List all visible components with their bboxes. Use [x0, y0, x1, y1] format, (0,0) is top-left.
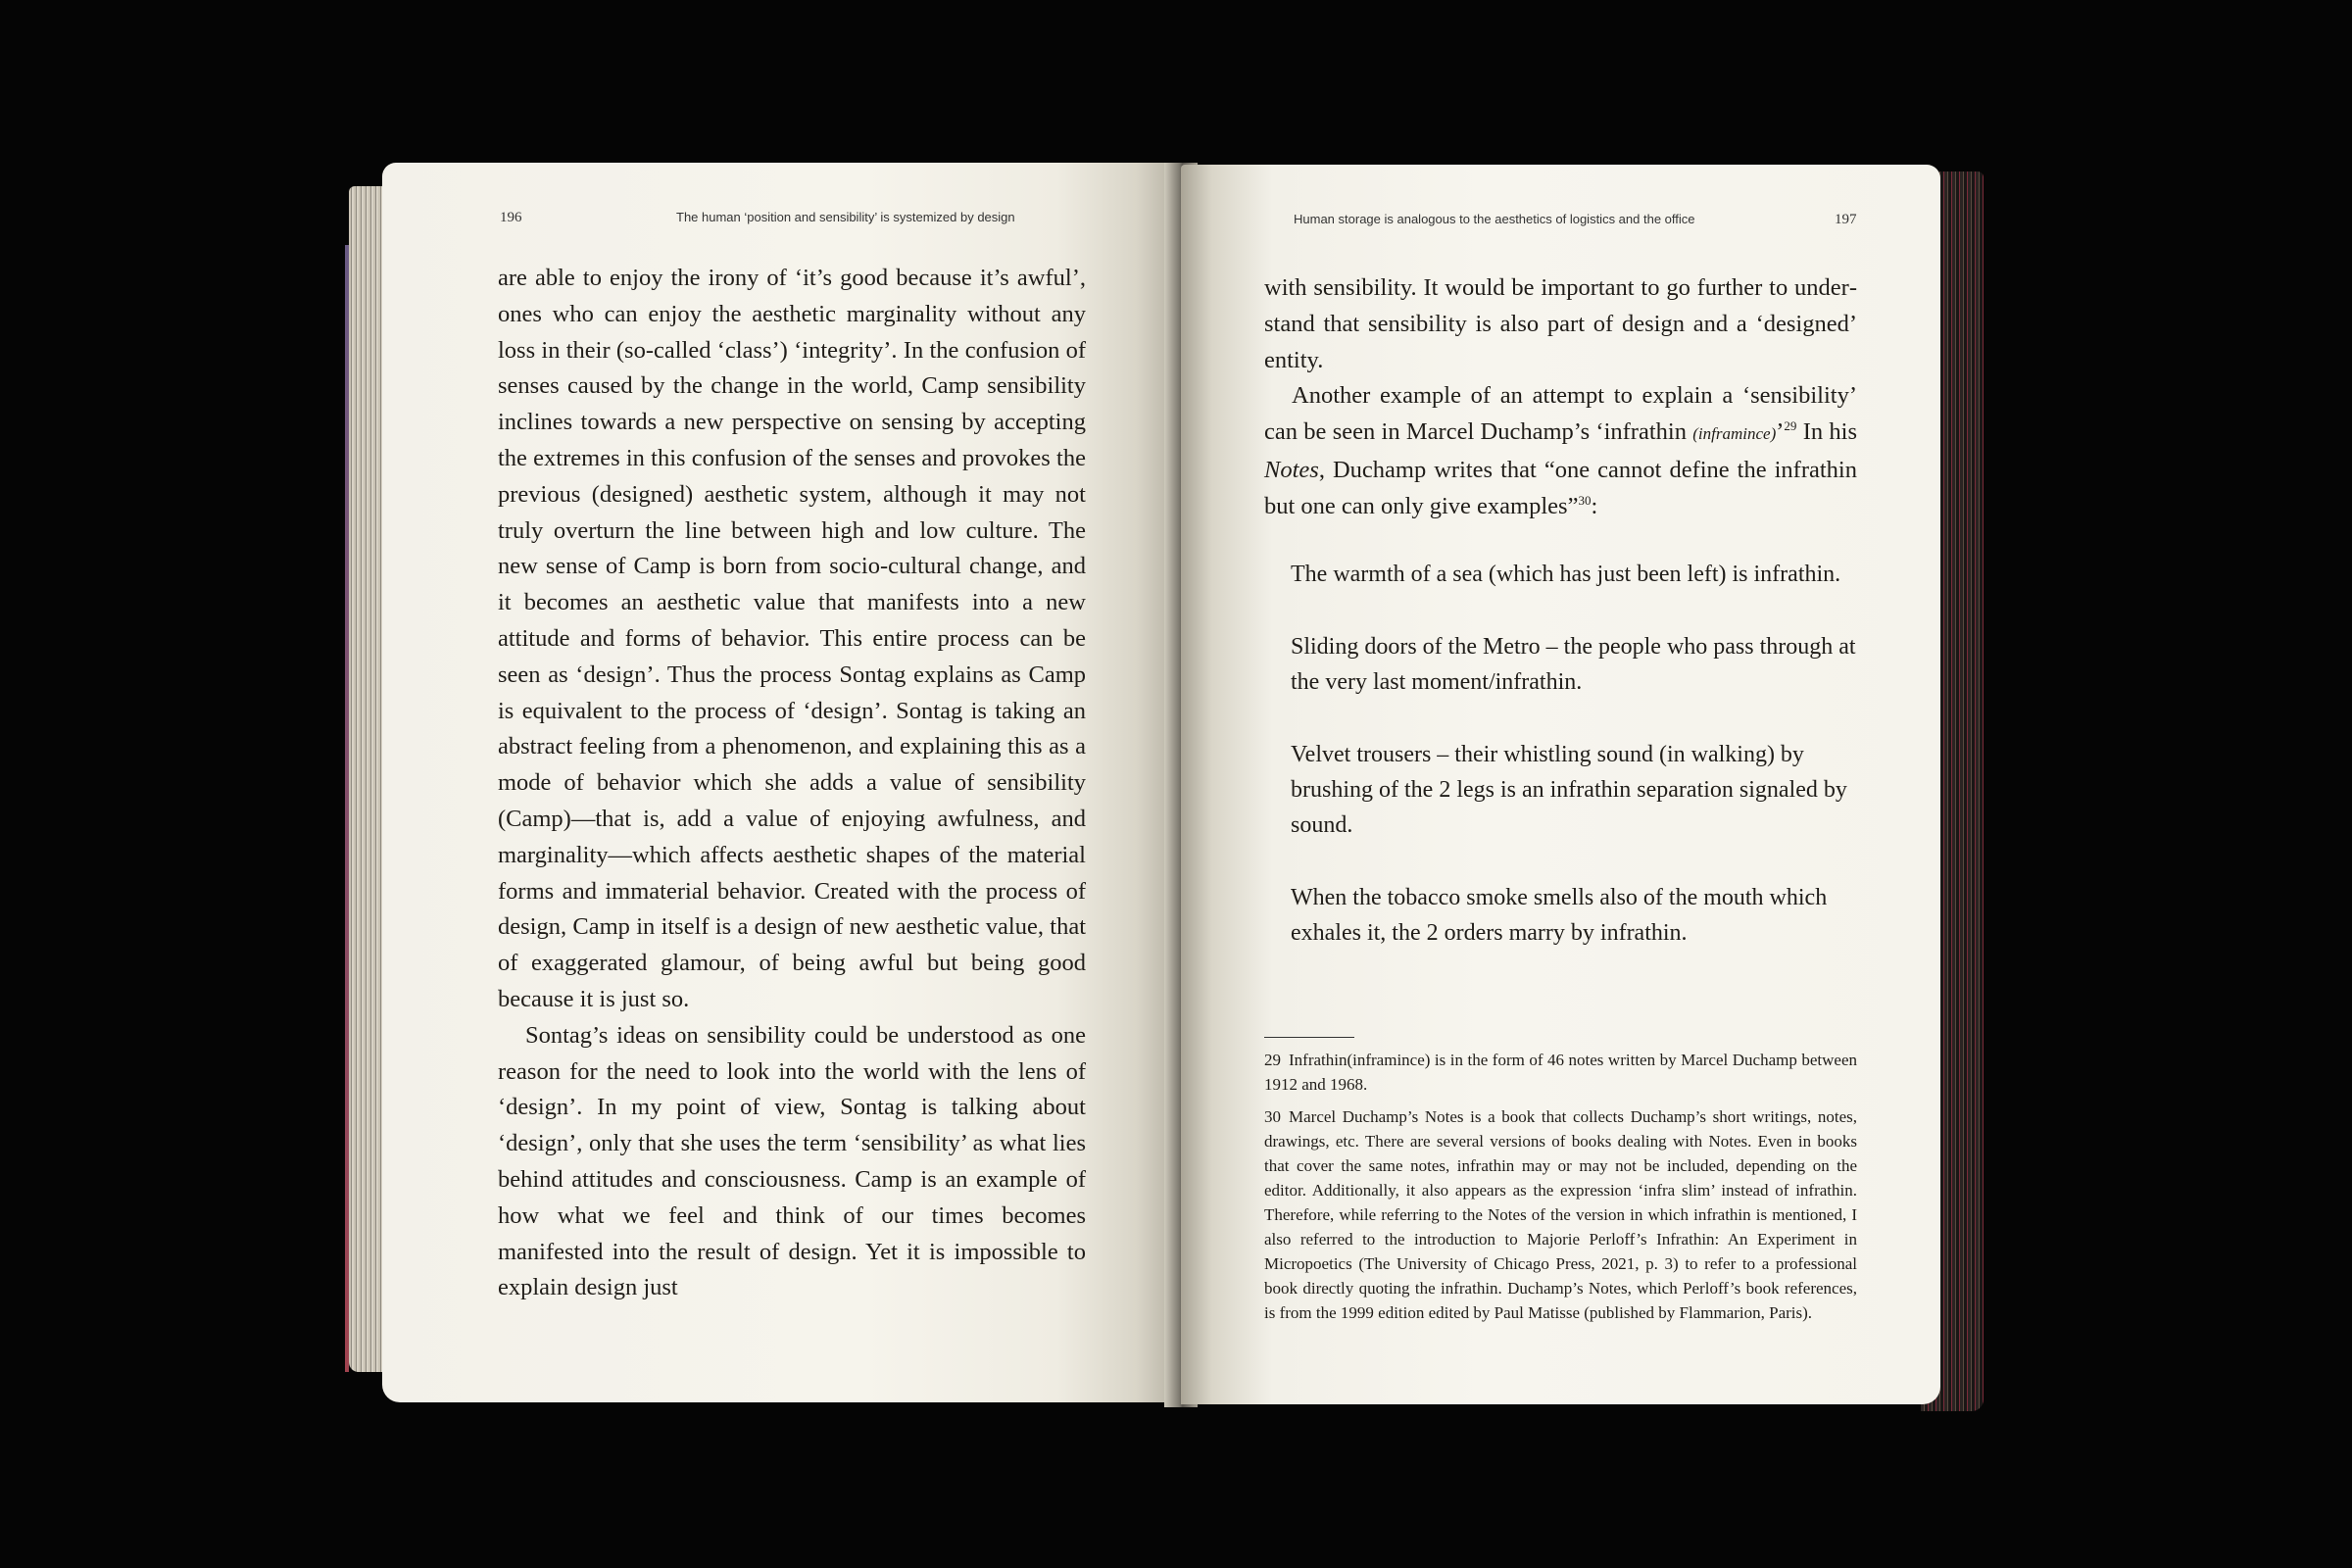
left-paragraph-1: are able to enjoy the irony of ‘it’s good because it’s awful’, ones who can enjoy the aesthetic marginality without any loss in their (so-called ‘class’) ‘integrity’. In the confusion of senses caused by the change in the world, Camp sensibility inclines towards a new perspective on sensing by accepting the extremes in this confusion of the senses and provokes the previous (designed) aesthetic system, although it may not truly overturn the line between high and low culture. The new sense of Camp is born from socio-cultural change, and it becomes an aesthetic value that manifests into a new attitude and forms of behavior. This entire process can be seen as ‘design’. Thus the process Sontag explains as Camp is equivalent to the process of ‘design’. Sontag is taking an abstract feeling from a phenomenon, and explaining this as a mode of behavior which she adds a value of sensibility (Camp)—that is, add a value of enjoying awfulness, and marginality—which affects aesthetic shapes of the material forms and immaterial behavior. Created with the process of design, Camp in itself is a design of new aesthetic value, that of exaggerated glamour, of being awful but being good because it is just so.	[498, 265, 1086, 1012]
left-page-edges	[349, 186, 384, 1372]
right-page-number: 197	[1835, 212, 1857, 227]
footnotes	[1264, 1037, 1857, 1333]
left-running-head: The human ‘position and sensibility’ is systemized by design	[676, 210, 1015, 224]
footnote-ref-29: 29	[1784, 418, 1797, 434]
right-running-head: Human storage is analogous to the aesthetics of logistics and the office	[1294, 212, 1695, 226]
quote-2: Sliding doors of the Metro – the people who pass through at the very last moment/infrathin.	[1291, 634, 1856, 695]
right-body	[1264, 270, 1857, 525]
quote-4: When the tobacco smoke smells also of the mouth which exhales it, the 2 orders marry by infrathin.	[1291, 885, 1828, 946]
left-body	[498, 261, 1086, 1306]
left-page-number: 196	[500, 210, 522, 225]
duchamp-quotes	[1291, 557, 1859, 988]
footnote-ref-30: 30	[1578, 492, 1592, 508]
quote-3: Velvet trousers – their whistling sound (in walking) by brushing of the 2 legs is an infrathin separation signaled by sound.	[1291, 742, 1847, 838]
footnote-rule	[1264, 1037, 1354, 1038]
left-page	[382, 163, 1176, 1402]
footnote-29: 29 Infrathin(inframince) is in the form of 46 notes written by Marcel Duchamp between 1912 and 1968.	[1264, 1051, 1857, 1094]
right-paragraph-1: with sensibility. It would be important to go further to understand that sensibility is also part of design and a ‘designed’ entity.	[1264, 274, 1857, 373]
footnote-30: 30 Marcel Duchamp’s Notes is a book that collects Duchamp’s short writings, notes, drawings, etc. There are several versions of books dealing with Notes. Even in books that cover the same notes, infrathin may or may not be included, depending on the editor. Additionally, it also appears as the expression ‘infra slim’ instead of infrathin. Therefore, while referring to the Notes of the version in which infrathin is mentioned, I also referred to the introduction to Majorie Perloff’s Infrathin: An Experiment in Micropoetics (The University of Chicago Press, 2021, p. 3) to refer to a professional book directly quoting the infrathin. Duchamp’s Notes, which Perloff’s book references, is from the 1999 edition edited by Paul Matisse (published by Flammarion, Paris).	[1264, 1107, 1857, 1322]
right-paragraph-2: Another example of an attempt to explain a ‘sensibility’ can be seen in Marcel Duchamp’s ‘infrathin (inframince)’$^{29}$ In his Notes, Duchamp writes that “one cannot define the infrathin but one can only give examples”$^{30}$:	[1264, 382, 1858, 519]
right-page	[1181, 165, 1940, 1404]
left-paragraph-2: Sontag’s ideas on sensibility could be understood as one reason for the need to look into the world with the lens of ‘design’. In my point of view, Sontag is talking about ‘design’, only that she uses the term ‘sensibility’ as what lies behind attitudes and consciousness. Camp is an example of how what we feel and think of our times becomes manifested into the result of design. Yet it is impossible to explain design just	[498, 1021, 1086, 1301]
quote-1: The warmth of a sea (which has just been left) is infrathin.	[1291, 562, 1841, 587]
